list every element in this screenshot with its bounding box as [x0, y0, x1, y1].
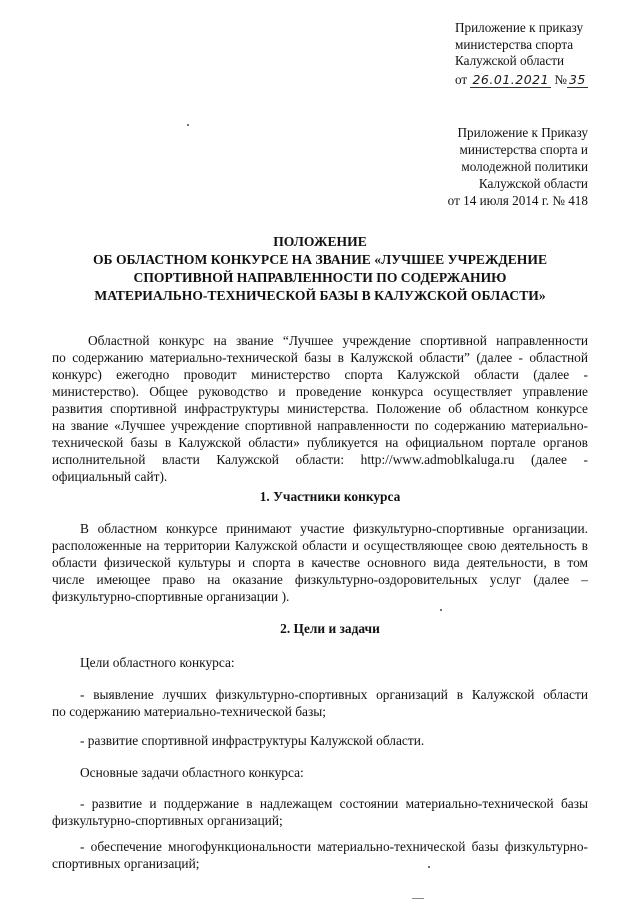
appendix-second-line-1: Приложение к Приказу [457, 125, 588, 140]
appendix-second [328, 124, 588, 209]
intro-line: конкурс) ежегодно проводит министерство спорта Калужской области (далее - [52, 367, 588, 382]
scan-speck [440, 609, 442, 611]
appendix-top-line-1: Приложение к приказу [455, 20, 584, 35]
title-line-3: СПОРТИВНОЙ НАПРАВЛЕННОСТИ ПО СОДЕРЖАНИЮ [133, 270, 507, 285]
section-1-heading: 1. Участники конкурса [259, 489, 401, 504]
intro-line: Областной конкурс на звание “Лучшее учреждение спортивной направленности [88, 333, 588, 348]
task-1-line: - развитие и поддержание в надлежащем состоянии материально-технической базы [80, 796, 588, 811]
intro-line: министерство). Общее руководство и проведение конкурса осуществляет управление [52, 384, 588, 399]
section-1-line: числе имеющее право на оказание физкультурно-оздоровительных услуг (далее – [52, 572, 588, 587]
appendix-second-line-3: молодежной политики [461, 159, 588, 174]
intro-line: технической базы в Калужской области» публикуется на официальном портале органов [52, 435, 588, 450]
section-1-line: области физической культуры и спорта в качестве основного вида деятельности, в том [52, 555, 588, 570]
handwritten-date: 26.01.2021 [472, 71, 550, 87]
number-prefix: № [554, 71, 567, 87]
task-1-line: физкультурно-спортивных организаций; [52, 813, 283, 828]
handwritten-number: 35 [568, 71, 586, 87]
section-1-line: В областном конкурсе принимают участие физкультурно-спортивные организации. [80, 521, 588, 536]
intro-line: развития спортивной инфраструктуры министерства. Положение об областном конкурсе [52, 401, 588, 416]
task-2-line: - обеспечение многофункциональности материально-технической базы физкультурно- [80, 839, 588, 854]
section-1-line: расположенные на территории Калужской области и осуществляющее свою деятельность в [52, 538, 588, 553]
intro-line: по содержанию материально-технической базы в Калужской области” (далее - областной [52, 350, 588, 365]
section-2-heading: 2. Цели и задачи [280, 621, 380, 636]
appendix-top-line-3: Калужской области [455, 53, 565, 68]
intro-line: исполнительной власти Калужской области: http://www.admoblkaluga.ru (далее - [52, 452, 588, 467]
goal-1 [52, 686, 588, 720]
appendix-second-line-5: от 14 июля 2014 г. № 418 [447, 193, 588, 208]
title-line-1: ПОЛОЖЕНИЕ [273, 234, 367, 249]
section-1-line: физкультурно-спортивные организации ). [52, 589, 290, 604]
task-2-line: спортивных организаций; [52, 856, 200, 871]
intro-line: официальный сайт). [52, 469, 168, 484]
task-2 [52, 838, 588, 872]
appendix-second-line-2: министерства спорта и [459, 142, 588, 157]
goals-intro: Цели областного конкурса: [80, 655, 235, 670]
appendix-top-line-2: министерства спорта [455, 36, 574, 52]
title-line-2: ОБ ОБЛАСТНОМ КОНКУРСЕ НА ЗВАНИЕ «ЛУЧШЕЕ УЧРЕЖДЕНИЕ [92, 252, 548, 267]
goal-1-line: - выявление лучших физкультурно-спортивных организаций в Калужской области [80, 687, 588, 702]
scan-mark [412, 898, 424, 899]
appendix-second-line-4: Калужской области [478, 176, 588, 191]
appendix-top [455, 20, 605, 88]
date-prefix: от [455, 71, 468, 87]
document-title [60, 233, 580, 305]
intro-paragraph [52, 332, 588, 485]
goal-2: - развитие спортивной инфраструктуры Калужской области. [80, 733, 425, 748]
scan-speck [187, 124, 189, 126]
appendix-top-date-line [455, 72, 605, 89]
tasks-intro: Основные задачи областного конкурса: [80, 765, 304, 780]
task-1 [52, 795, 588, 829]
intro-line: на звание «Лучшее учреждение спортивной направленности по содержанию материально- [52, 418, 588, 433]
section-1-paragraph [52, 520, 588, 605]
scan-speck [428, 866, 430, 868]
title-line-4: МАТЕРИАЛЬНО-ТЕХНИЧЕСКОЙ БАЗЫ В КАЛУЖСКОЙ ОБЛАСТИ» [94, 288, 546, 303]
goal-1-line: по содержанию материально-технической базы; [52, 704, 326, 719]
